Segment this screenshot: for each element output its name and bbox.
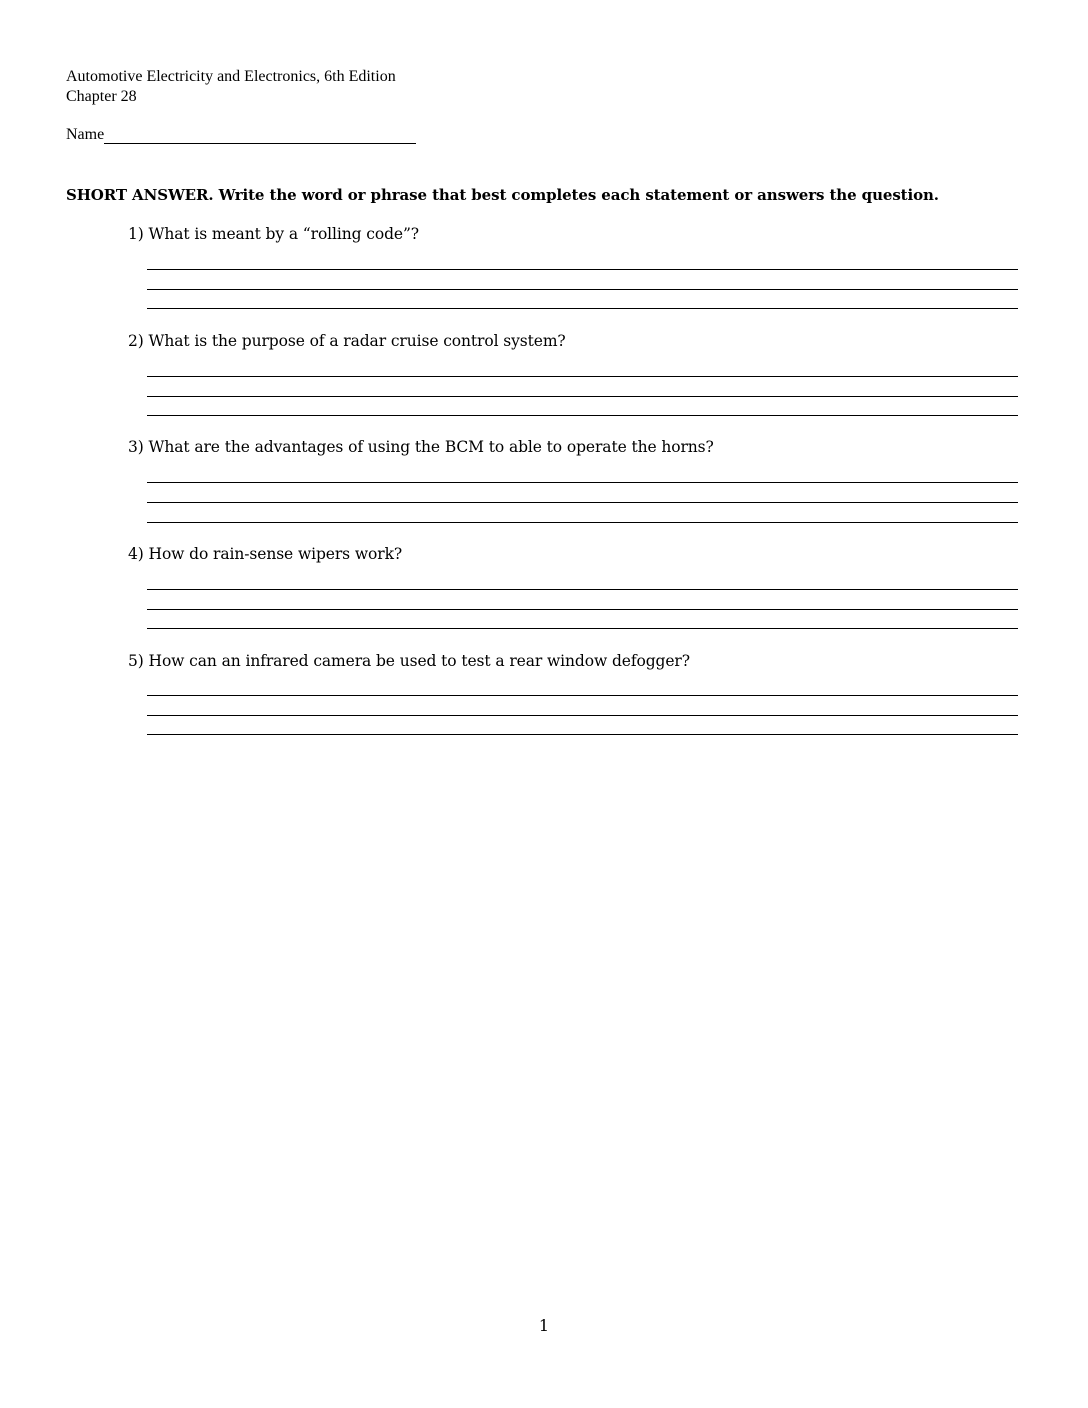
question-text: 1) What is meant by a “rolling code”? <box>128 225 420 243</box>
question-2 <box>128 331 1028 351</box>
question-text: 4) How do rain-sense wipers work? <box>128 545 403 563</box>
chapter-label: Chapter 28 <box>66 88 137 105</box>
answer-line[interactable] <box>147 522 1018 523</box>
page-number: 1 <box>538 1316 550 1335</box>
name-field-row <box>66 125 416 144</box>
answer-line[interactable] <box>147 376 1018 377</box>
question-1 <box>128 224 1028 244</box>
section-heading: SHORT ANSWER. Write the word or phrase that best completes each statement or answers the question. <box>66 186 939 204</box>
question-text: 5) How can an infrared camera be used to test a rear window defogger? <box>128 652 690 670</box>
question-text: 2) What is the purpose of a radar cruise control system? <box>128 332 566 350</box>
name-blank-line[interactable] <box>104 125 416 144</box>
question-5 <box>128 651 1028 671</box>
answer-line[interactable] <box>147 269 1018 270</box>
question-text: 3) What are the advantages of using the BCM to able to operate the horns? <box>128 438 714 456</box>
answer-line[interactable] <box>147 628 1018 629</box>
answer-line[interactable] <box>147 734 1018 735</box>
answer-line[interactable] <box>147 589 1018 590</box>
answer-line[interactable] <box>147 502 1018 503</box>
answer-line[interactable] <box>147 482 1018 483</box>
answer-line[interactable] <box>147 715 1018 716</box>
answer-line[interactable] <box>147 396 1018 397</box>
question-4 <box>128 544 1028 564</box>
book-title: Automotive Electricity and Electronics, 6th Edition <box>66 68 396 85</box>
answer-line[interactable] <box>147 609 1018 610</box>
answer-line[interactable] <box>147 695 1018 696</box>
name-label: Name <box>66 126 105 143</box>
answer-line[interactable] <box>147 415 1018 416</box>
answer-line[interactable] <box>147 289 1018 290</box>
answer-line[interactable] <box>147 308 1018 309</box>
question-3 <box>128 437 1028 457</box>
